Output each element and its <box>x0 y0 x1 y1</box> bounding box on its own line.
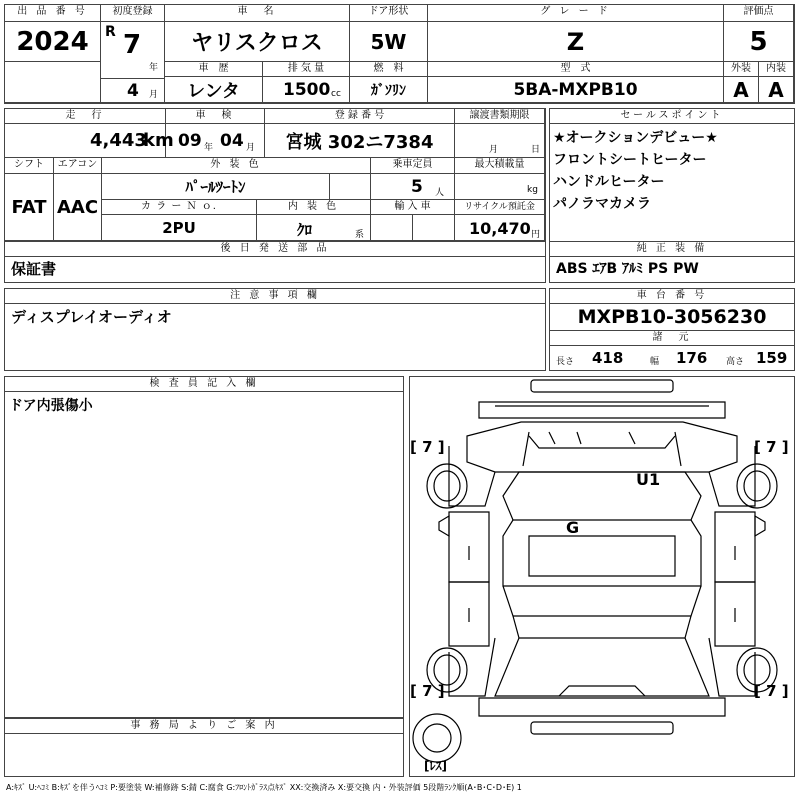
first-registration-month: 4 <box>127 81 139 101</box>
import-header: 輸 入 車 <box>371 200 455 215</box>
sales-point-item: フロントシートヒーター <box>553 152 707 168</box>
model-code: 5BA-MXPB10 <box>428 77 724 103</box>
inspection-year: 09 <box>178 131 202 151</box>
month-unit: 月 <box>149 90 159 100</box>
notes-header: 注 意 事 項 欄 <box>5 289 545 304</box>
mileage-cell <box>5 124 174 158</box>
capacity: 5 <box>411 177 423 197</box>
mileage-unit: km <box>143 130 174 151</box>
length-value: 418 <box>592 349 624 367</box>
width-label: 幅 <box>650 357 660 367</box>
registration-number: 宮城 302ニ7384 <box>265 124 455 158</box>
load-unit: kg <box>527 185 538 195</box>
inspection-header: 車 検 <box>166 109 265 124</box>
tire-rear-right: [ 7 ] <box>754 682 789 700</box>
door-header: ドア形状 <box>350 5 428 22</box>
length-label: 長さ <box>556 357 575 367</box>
lot-number: 2024 <box>5 22 101 62</box>
first-registration-month-cell <box>101 79 165 103</box>
fuel: ｶﾞｿﾘﾝ <box>350 77 428 103</box>
shift: FAT <box>5 174 54 241</box>
transfer-cell <box>455 124 545 158</box>
equipment-value: ABS ｴｱB ｱﾙﾐ PS PW <box>556 261 699 277</box>
inspector-block <box>4 376 404 718</box>
first-registration-header: 初度登録 <box>101 5 165 22</box>
car-name-header: 車 名 <box>165 5 350 22</box>
dimensions-row <box>550 346 794 370</box>
interior-color-cell <box>257 215 371 241</box>
legend: A:ｷｽﾞ U:ﾍｺﾐ B:ｷｽﾞを伴うﾍｺﾐ P:要塗装 W:補修跡 S:錆 C:腐食 G:ﾌﾛﾝﾄｶﾞﾗｽ点ｷｽﾞ XX:交換済み X:要交換 内・外装評価 5段階ﾗﾝｸ順(A･B･C･D･E) 1 <box>6 783 522 792</box>
exterior-score: A <box>724 77 759 103</box>
first-registration-year: 7 <box>123 30 142 60</box>
recycle-unit: 円 <box>531 230 541 240</box>
score: 5 <box>724 22 794 62</box>
lot-number-header: 出 品 番 号 <box>5 5 101 22</box>
car-name: ヤリスクロス <box>165 22 350 62</box>
car-damage-diagram <box>409 376 795 777</box>
recycle-cell <box>455 215 545 241</box>
import-cell-b <box>413 215 455 241</box>
recycle-header: リサイクル預託金 <box>455 200 545 215</box>
ac-header: エアコン <box>54 158 102 174</box>
office-header: 事 務 局 よ り ご 案 内 <box>5 719 403 734</box>
displacement-unit: cc <box>331 89 341 99</box>
notes-value: ディスプレイオーディオ <box>11 308 172 326</box>
color-number: 2PU <box>102 215 257 241</box>
damage-mark-u1: U1 <box>636 470 661 489</box>
height-label: 高さ <box>726 357 745 367</box>
shift-header: シフト <box>5 158 54 174</box>
exterior-color: ﾊﾟｰﾙﾂｰﾄﾝ <box>102 174 330 200</box>
air-conditioner: AAC <box>54 174 102 241</box>
parts-value: 保証書 <box>11 260 57 278</box>
transfer-day-unit: 日 <box>531 145 541 155</box>
office-block <box>4 718 404 777</box>
chassis-number: MXPB10-3056230 <box>550 304 794 331</box>
displacement-cell <box>263 77 350 103</box>
spare-tire-label: [ﾚｽ] <box>424 759 447 773</box>
exterior-color-extra <box>330 174 371 200</box>
load-cell <box>455 174 545 200</box>
fuel-header: 燃 料 <box>350 62 428 77</box>
tire-front-left: [ 7 ] <box>410 438 445 456</box>
era-label: R <box>105 24 116 40</box>
interior-color: ｸﾛ <box>297 221 313 239</box>
equipment-header: 純 正 装 備 <box>550 242 794 257</box>
interior-color-header: 内 装 色 <box>257 200 371 215</box>
height-value: 159 <box>756 349 788 367</box>
registration-header: 登 録 番 号 <box>265 109 455 124</box>
grade-header: グ レ ー ド <box>428 5 724 22</box>
model-header: 型 式 <box>428 62 724 77</box>
equipment-block <box>549 241 795 283</box>
inspector-header: 検 査 員 記 入 欄 <box>5 377 403 392</box>
chassis-block <box>549 288 795 371</box>
sales-points-header: セールスポイント <box>550 109 794 124</box>
transfer-header: 譲渡書類期限 <box>455 109 545 124</box>
door-type: 5W <box>350 22 428 62</box>
displacement-header: 排 気 量 <box>263 62 350 77</box>
mileage: 4,443 <box>90 130 147 151</box>
dimensions-header: 諸 元 <box>550 331 794 346</box>
tire-rear-left: [ 7 ] <box>410 682 445 700</box>
history: レンタ <box>165 77 263 103</box>
sales-point-item: ★オークションデビュー★ <box>553 130 718 146</box>
parts-block <box>4 241 546 283</box>
displacement: 1500 <box>283 80 331 100</box>
notes-block <box>4 288 546 371</box>
interior-color-unit: 系 <box>355 230 365 240</box>
score-header: 評価点 <box>724 5 794 22</box>
exterior-color-header: 外 装 色 <box>102 158 371 174</box>
capacity-unit: 人 <box>435 188 445 198</box>
transfer-month-unit: 月 <box>489 145 499 155</box>
tire-front-right: [ 7 ] <box>754 438 789 456</box>
color-number-header: カ ラ ー Ｎ ｏ. <box>102 200 257 215</box>
damage-mark-g: G <box>566 518 580 537</box>
capacity-cell <box>371 174 455 200</box>
load-header: 最大積載量 <box>455 158 545 174</box>
exterior-header: 外装 <box>724 62 759 77</box>
interior-score: A <box>759 77 794 103</box>
inspector-notes: ドア内張傷小 <box>9 398 93 414</box>
sales-point-item: パノラマカメラ <box>553 196 651 212</box>
parts-header: 後 日 発 送 部 品 <box>5 242 545 257</box>
grade: Z <box>428 22 724 62</box>
history-header: 車 歴 <box>165 62 263 77</box>
sales-point-item: ハンドルヒーター <box>553 174 665 190</box>
mileage-header: 走 行 <box>5 109 166 124</box>
width-value: 176 <box>676 349 708 367</box>
sales-points-block <box>549 108 795 242</box>
recycle-fee: 10,470 <box>469 219 531 238</box>
inspection-cell <box>166 124 265 158</box>
first-registration-year-cell <box>101 22 165 79</box>
chassis-header: 車 台 番 号 <box>550 289 794 304</box>
interior-header: 内装 <box>759 62 794 77</box>
inspection-year-unit: 年 <box>204 143 214 153</box>
capacity-header: 乗車定員 <box>371 158 455 174</box>
inspection-month: 04 <box>220 131 244 151</box>
import-cell-a <box>371 215 413 241</box>
lot-blank <box>5 62 101 103</box>
year-unit: 年 <box>149 63 159 73</box>
inspection-month-unit: 月 <box>246 143 256 153</box>
